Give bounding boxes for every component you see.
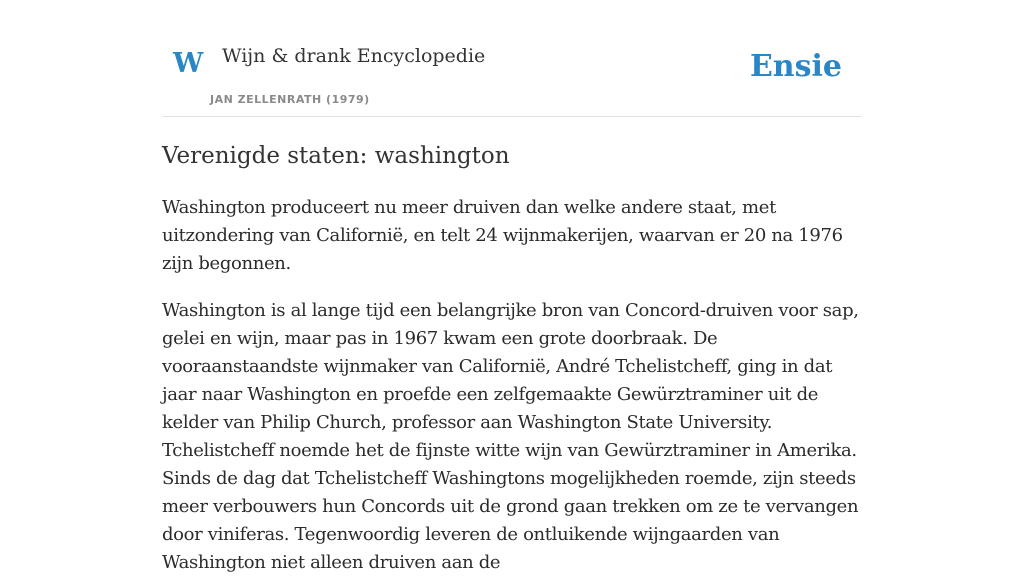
article-title: Verenigde staten: washington xyxy=(162,143,510,169)
header xyxy=(162,0,862,117)
article-paragraph: Washington is al lange tijd een belangrijke bron van Concord-druiven voor sap, gelei en wijn, maar pas in 1967 kwam een grote doorbraak. De vooraanstaandste wijnmaker van Californië, André Tchelistcheff, ging in dat jaar naar Washington en proefde een zelfgemaakte Gewürztraminer uit de kelder van Philip Church, professor aan Washington State University. Tchelistcheff noemde het de fijnste witte wijn van Gewürztraminer in Amerika. Sinds de dag dat Tchelistcheff Washingtons mogelijkheden roemde, zijn steeds meer verbouwers hun Concords uit de grond gaan trekken om ze te vervangen door viniferas. Tegenwoordig leveren de ontluikende wijngaarden van Washington niet alleen druiven aan de xyxy=(162,299,859,573)
ensie-logo-link[interactable]: Ensie xyxy=(749,49,842,84)
book-title[interactable]: Wijn & drank Encyclopedie xyxy=(222,45,486,67)
book-logo[interactable]: W xyxy=(173,48,204,79)
content-container xyxy=(162,0,862,577)
article-paragraph: Washington produceert nu meer druiven dan welke andere staat, met uitzondering van Californië, en telt 24 wijnmakerijen, waarvan er 20 na 1976 zijn begonnen. xyxy=(162,196,843,274)
book-author: JAN ZELLENRATH (1979) xyxy=(210,93,370,106)
